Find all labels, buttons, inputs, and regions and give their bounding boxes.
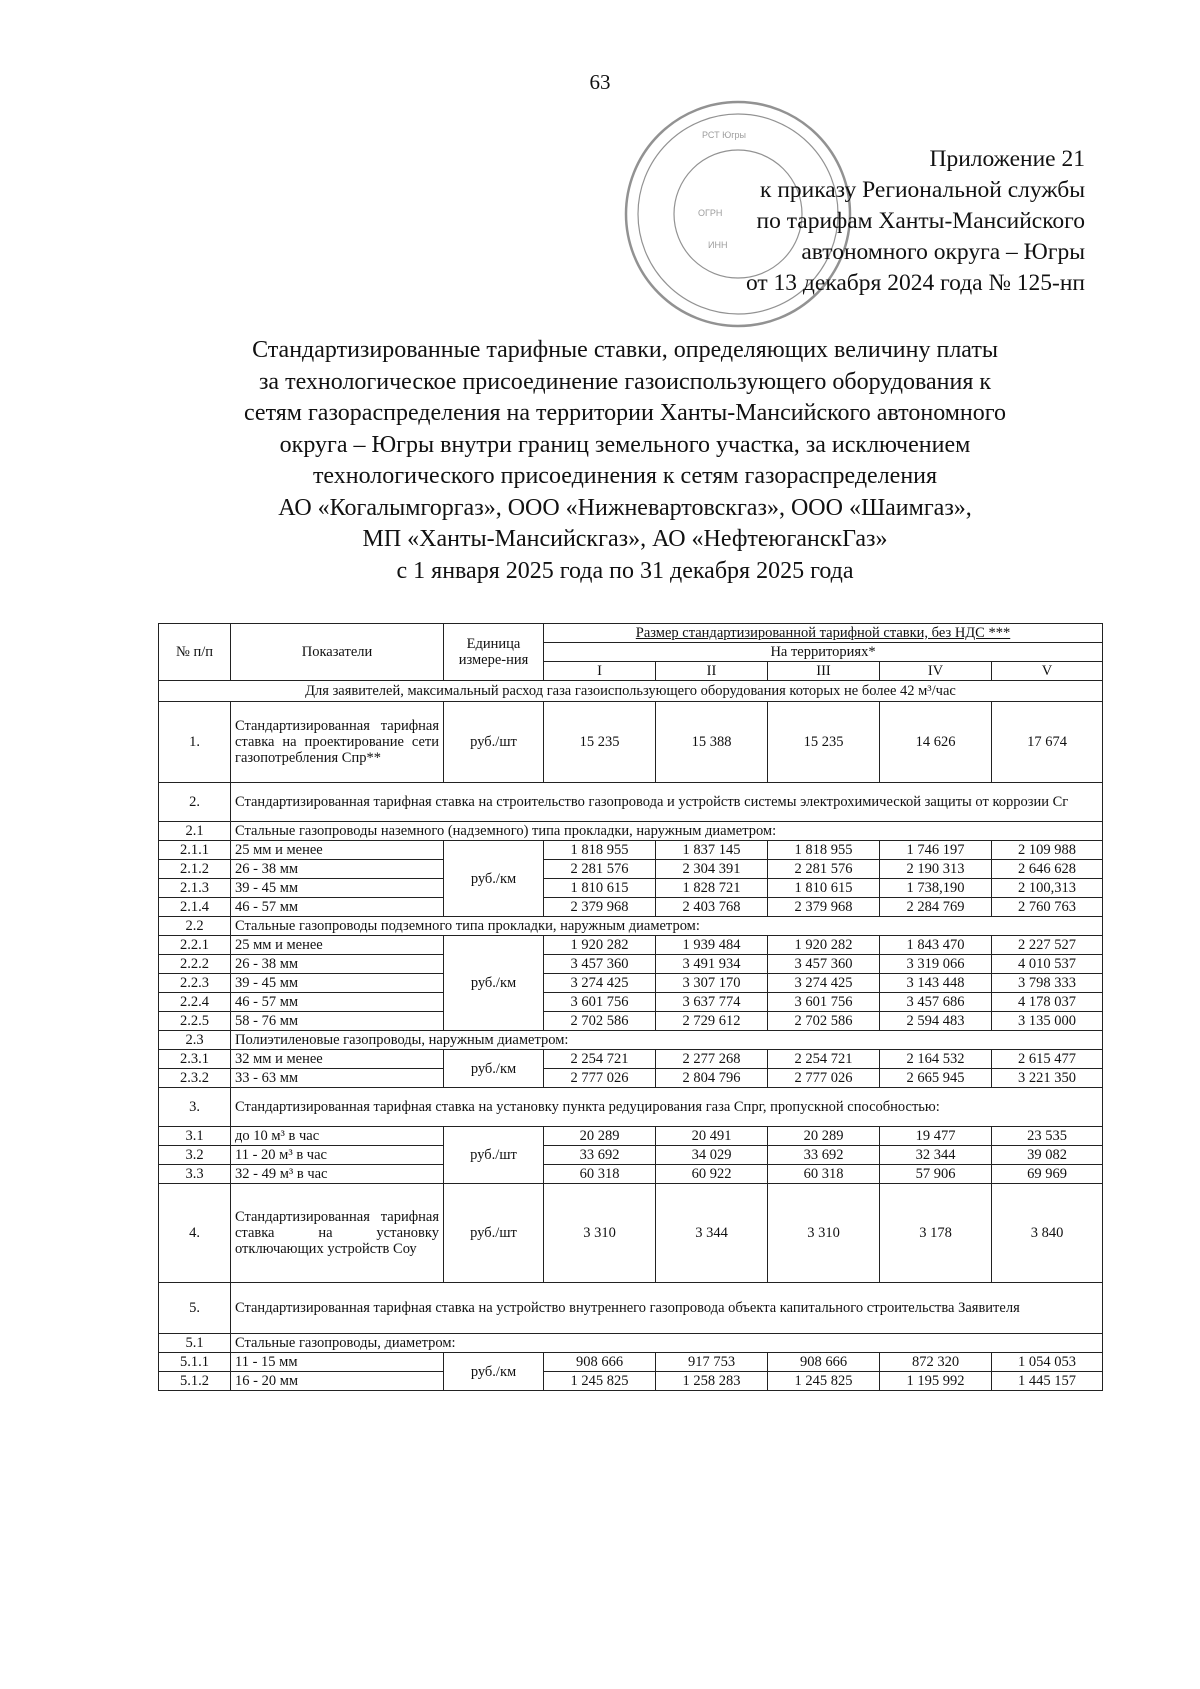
row-label: 32 мм и менее — [231, 1050, 444, 1069]
cell-value: 2 100,313 — [992, 879, 1103, 898]
cell-value: 15 388 — [656, 702, 768, 783]
cell-value: 20 289 — [544, 1127, 656, 1146]
cell-value: 2 594 483 — [880, 1012, 992, 1031]
cell-value: 2 281 576 — [768, 860, 880, 879]
row-label: 32 - 49 м³ в час — [231, 1165, 444, 1184]
row-label: 46 - 57 мм — [231, 993, 444, 1012]
row-num: 2.2 — [159, 917, 231, 936]
col-header-zone: III — [768, 662, 880, 681]
cell-value: 3 274 425 — [544, 974, 656, 993]
cell-value: 1 445 157 — [992, 1372, 1103, 1391]
cell-value: 2 665 945 — [880, 1069, 992, 1088]
row-unit: руб./км — [444, 936, 544, 1031]
cell-value: 14 626 — [880, 702, 992, 783]
cell-value: 2 804 796 — [656, 1069, 768, 1088]
cell-value: 1 818 955 — [544, 841, 656, 860]
cell-value: 1 939 484 — [656, 936, 768, 955]
row-label: Стандартизированная тарифная ставка на строительство газопровода и устройств системы электрохимической защиты от коррозии Cг — [231, 783, 1103, 822]
row-num: 2.3.1 — [159, 1050, 231, 1069]
cell-value: 2 760 763 — [992, 898, 1103, 917]
col-header-zone: I — [544, 662, 656, 681]
appendix-line: автономного округа – Югры — [801, 239, 1085, 265]
row-num: 2.1.4 — [159, 898, 231, 917]
cell-value: 15 235 — [544, 702, 656, 783]
row-label: 58 - 76 мм — [231, 1012, 444, 1031]
row-label: 46 - 57 мм — [231, 898, 444, 917]
title-line: за технологическое присоединение газоиспользующего оборудования к — [258, 368, 992, 395]
row-label: до 10 м³ в час — [231, 1127, 444, 1146]
title-line: МП «Ханты-Мансийскгаз», АО «НефтеюганскГаз» — [362, 526, 888, 552]
cell-value: 4 178 037 — [992, 993, 1103, 1012]
cell-value: 1 920 282 — [768, 936, 880, 955]
appendix-line: к приказу Региональной службы — [760, 177, 1085, 203]
section-row — [159, 1031, 1103, 1050]
cell-value: 3 307 170 — [656, 974, 768, 993]
table-row — [159, 1165, 1103, 1184]
row-label: 39 - 45 мм — [231, 879, 444, 898]
row-num: 4. — [159, 1184, 231, 1283]
table-row — [159, 1012, 1103, 1031]
cell-value: 872 320 — [880, 1353, 992, 1372]
cell-value: 3 798 333 — [992, 974, 1103, 993]
row-label: 26 - 38 мм — [231, 955, 444, 974]
table-row — [159, 1184, 1103, 1283]
cell-value: 2 777 026 — [544, 1069, 656, 1088]
cell-value: 3 143 448 — [880, 974, 992, 993]
row-num: 2.1.3 — [159, 879, 231, 898]
cell-value: 60 318 — [768, 1165, 880, 1184]
cell-value: 917 753 — [656, 1353, 768, 1372]
cell-value: 1 258 283 — [656, 1372, 768, 1391]
svg-text:ОГРН: ОГРН — [698, 208, 723, 218]
cell-value: 23 535 — [992, 1127, 1103, 1146]
cell-value: 3 491 934 — [656, 955, 768, 974]
cell-value: 1 738,190 — [880, 879, 992, 898]
section-label: Стальные газопроводы, диаметром: — [231, 1334, 1103, 1353]
cell-value: 3 135 000 — [992, 1012, 1103, 1031]
cell-value: 60 318 — [544, 1165, 656, 1184]
row-num: 2.1.2 — [159, 860, 231, 879]
row-num: 3.3 — [159, 1165, 231, 1184]
cell-value: 1 818 955 — [768, 841, 880, 860]
table-row — [159, 1146, 1103, 1165]
row-num: 2.3 — [159, 1031, 231, 1050]
cell-value: 2 284 769 — [880, 898, 992, 917]
row-num: 1. — [159, 702, 231, 783]
cell-value: 2 254 721 — [768, 1050, 880, 1069]
applicants-note-row — [159, 681, 1103, 702]
cell-value: 3 601 756 — [768, 993, 880, 1012]
col-header-indicator: Показатели — [231, 624, 444, 681]
table-row — [159, 955, 1103, 974]
table-row — [159, 1050, 1103, 1069]
cell-value: 2 379 968 — [768, 898, 880, 917]
cell-value: 2 729 612 — [656, 1012, 768, 1031]
cell-value: 2 281 576 — [544, 860, 656, 879]
row-unit: руб./км — [444, 1353, 544, 1391]
row-num: 2.2.5 — [159, 1012, 231, 1031]
cell-value: 3 601 756 — [544, 993, 656, 1012]
table-row — [159, 1372, 1103, 1391]
section-label: Стальные газопроводы подземного типа прокладки, наружным диаметром: — [231, 917, 1103, 936]
table-row — [159, 993, 1103, 1012]
table-row — [159, 702, 1103, 783]
row-label: 11 - 20 м³ в час — [231, 1146, 444, 1165]
cell-value: 15 235 — [768, 702, 880, 783]
row-num: 2.2.1 — [159, 936, 231, 955]
row-label: Стандартизированная тарифная ставка на проектирование сети газопотребления Cпр** — [231, 702, 444, 783]
appendix-reference — [746, 144, 1085, 299]
section-row — [159, 1334, 1103, 1353]
cell-value: 908 666 — [768, 1353, 880, 1372]
appendix-line: по тарифам Ханты-Мансийского — [756, 208, 1085, 234]
cell-value: 2 227 527 — [992, 936, 1103, 955]
document-title — [160, 335, 1090, 587]
cell-value: 2 615 477 — [992, 1050, 1103, 1069]
tariff-table — [158, 623, 1103, 1391]
svg-text:ИНН: ИНН — [708, 240, 728, 250]
appendix-line: Приложение 21 — [929, 146, 1085, 172]
row-num: 2.2.2 — [159, 955, 231, 974]
cell-value: 3 319 066 — [880, 955, 992, 974]
row-unit: руб./км — [444, 1050, 544, 1088]
cell-value: 3 457 360 — [544, 955, 656, 974]
cell-value: 20 491 — [656, 1127, 768, 1146]
cell-value: 3 344 — [656, 1184, 768, 1283]
cell-value: 17 674 — [992, 702, 1103, 783]
row-label: 25 мм и менее — [231, 936, 444, 955]
cell-value: 908 666 — [544, 1353, 656, 1372]
row-num: 5.1 — [159, 1334, 231, 1353]
row-num: 2.2.4 — [159, 993, 231, 1012]
cell-value: 1 245 825 — [768, 1372, 880, 1391]
cell-value: 2 164 532 — [880, 1050, 992, 1069]
row-num: 3. — [159, 1088, 231, 1127]
title-line: с 1 января 2025 года по 31 декабря 2025 года — [396, 557, 854, 584]
cell-value: 3 274 425 — [768, 974, 880, 993]
col-header-num: № п/п — [159, 624, 231, 681]
row-unit: руб./км — [444, 841, 544, 917]
cell-value: 2 702 586 — [768, 1012, 880, 1031]
table-row — [159, 1088, 1103, 1127]
row-num: 5. — [159, 1283, 231, 1334]
cell-value: 2 190 313 — [880, 860, 992, 879]
table-row — [159, 1353, 1103, 1372]
table-row — [159, 936, 1103, 955]
cell-value: 2 777 026 — [768, 1069, 880, 1088]
table-row — [159, 1283, 1103, 1334]
table-row — [159, 860, 1103, 879]
cell-value: 3 310 — [544, 1184, 656, 1283]
row-num: 2.1 — [159, 822, 231, 841]
applicants-note: Для заявителей, максимальный расход газа газоиспользующего оборудования которых не более 42 м³/час — [159, 681, 1103, 702]
row-label: Стандартизированная тарифная ставка на устройство внутреннего газопровода объекта капитального строительства Заявителя — [231, 1283, 1103, 1334]
table-header-row — [159, 624, 1103, 643]
table-row — [159, 898, 1103, 917]
col-header-territories: На территориях* — [544, 643, 1103, 662]
cell-value: 19 477 — [880, 1127, 992, 1146]
cell-value: 1 843 470 — [880, 936, 992, 955]
row-num: 2.1.1 — [159, 841, 231, 860]
section-row — [159, 917, 1103, 936]
cell-value: 33 692 — [768, 1146, 880, 1165]
row-label: 39 - 45 мм — [231, 974, 444, 993]
cell-value: 32 344 — [880, 1146, 992, 1165]
table-row — [159, 879, 1103, 898]
row-label: Стандартизированная тарифная ставка на установку пункта редуцирования газа Cпрг, пропускной способностью: — [231, 1088, 1103, 1127]
row-unit: руб./шт — [444, 1127, 544, 1184]
cell-value: 3 221 350 — [992, 1069, 1103, 1088]
cell-value: 3 457 686 — [880, 993, 992, 1012]
cell-value: 1 828 721 — [656, 879, 768, 898]
table-row — [159, 1127, 1103, 1146]
table-row — [159, 974, 1103, 993]
cell-value: 33 692 — [544, 1146, 656, 1165]
row-num: 3.1 — [159, 1127, 231, 1146]
title-line: сетям газораспределения на территории Ханты-Мансийского автономного — [243, 400, 1007, 426]
row-label: 25 мм и менее — [231, 841, 444, 860]
col-header-zone: V — [992, 662, 1103, 681]
cell-value: 2 403 768 — [656, 898, 768, 917]
cell-value: 1 054 053 — [992, 1353, 1103, 1372]
appendix-line: от 13 декабря 2024 года № 125-нп — [745, 270, 1085, 296]
row-num: 2.2.3 — [159, 974, 231, 993]
row-label: 33 - 63 мм — [231, 1069, 444, 1088]
cell-value: 2 254 721 — [544, 1050, 656, 1069]
section-label: Полиэтиленовые газопроводы, наружным диаметром: — [231, 1031, 1103, 1050]
row-unit: руб./шт — [444, 1184, 544, 1283]
title-line: технологического присоединения к сетям газораспределения — [312, 463, 938, 489]
row-num: 3.2 — [159, 1146, 231, 1165]
table-row — [159, 1069, 1103, 1088]
section-row — [159, 822, 1103, 841]
cell-value: 1 810 615 — [768, 879, 880, 898]
cell-value: 69 969 — [992, 1165, 1103, 1184]
cell-value: 20 289 — [768, 1127, 880, 1146]
cell-value: 2 304 391 — [656, 860, 768, 879]
row-num: 2.3.2 — [159, 1069, 231, 1088]
cell-value: 2 109 988 — [992, 841, 1103, 860]
row-label: Стандартизированная тарифная ставка на установку отключающих устройств Cоу — [231, 1184, 444, 1283]
cell-value: 2 646 628 — [992, 860, 1103, 879]
col-header-rate-size: Размер стандартизированной тарифной ставки, без НДС *** — [544, 624, 1103, 643]
col-header-zone: II — [656, 662, 768, 681]
row-label: 11 - 15 мм — [231, 1353, 444, 1372]
cell-value: 1 746 197 — [880, 841, 992, 860]
row-num: 5.1.1 — [159, 1353, 231, 1372]
col-header-zone: IV — [880, 662, 992, 681]
cell-value: 60 922 — [656, 1165, 768, 1184]
cell-value: 1 920 282 — [544, 936, 656, 955]
cell-value: 1 810 615 — [544, 879, 656, 898]
row-label: 26 - 38 мм — [231, 860, 444, 879]
title-line: Стандартизированные тарифные ставки, определяющих величину платы — [252, 337, 998, 363]
cell-value: 3 178 — [880, 1184, 992, 1283]
cell-value: 57 906 — [880, 1165, 992, 1184]
row-unit: руб./шт — [444, 702, 544, 783]
row-label: 16 - 20 мм — [231, 1372, 444, 1391]
table-row — [159, 783, 1103, 822]
cell-value: 39 082 — [992, 1146, 1103, 1165]
cell-value: 2 277 268 — [656, 1050, 768, 1069]
row-num: 5.1.2 — [159, 1372, 231, 1391]
cell-value: 4 010 537 — [992, 955, 1103, 974]
page-number: 63 — [589, 70, 611, 94]
row-num: 2. — [159, 783, 231, 822]
cell-value: 1 837 145 — [656, 841, 768, 860]
cell-value: 1 195 992 — [880, 1372, 992, 1391]
title-line: округа – Югры внутри границ земельного участка, за исключением — [279, 431, 971, 458]
cell-value: 2 379 968 — [544, 898, 656, 917]
section-label: Стальные газопроводы наземного (надземного) типа прокладки, наружным диаметром: — [231, 822, 1103, 841]
cell-value: 1 245 825 — [544, 1372, 656, 1391]
svg-text:РСТ Югры: РСТ Югры — [702, 130, 746, 140]
cell-value: 34 029 — [656, 1146, 768, 1165]
cell-value: 3 637 774 — [656, 993, 768, 1012]
title-line: АО «Когалымгоргаз», ООО «Нижневартовскгаз», ООО «Шаимгаз», — [278, 494, 972, 521]
cell-value: 3 310 — [768, 1184, 880, 1283]
cell-value: 2 702 586 — [544, 1012, 656, 1031]
cell-value: 3 840 — [992, 1184, 1103, 1283]
col-header-unit: Единица измере-ния — [444, 624, 544, 681]
table-row — [159, 841, 1103, 860]
cell-value: 3 457 360 — [768, 955, 880, 974]
